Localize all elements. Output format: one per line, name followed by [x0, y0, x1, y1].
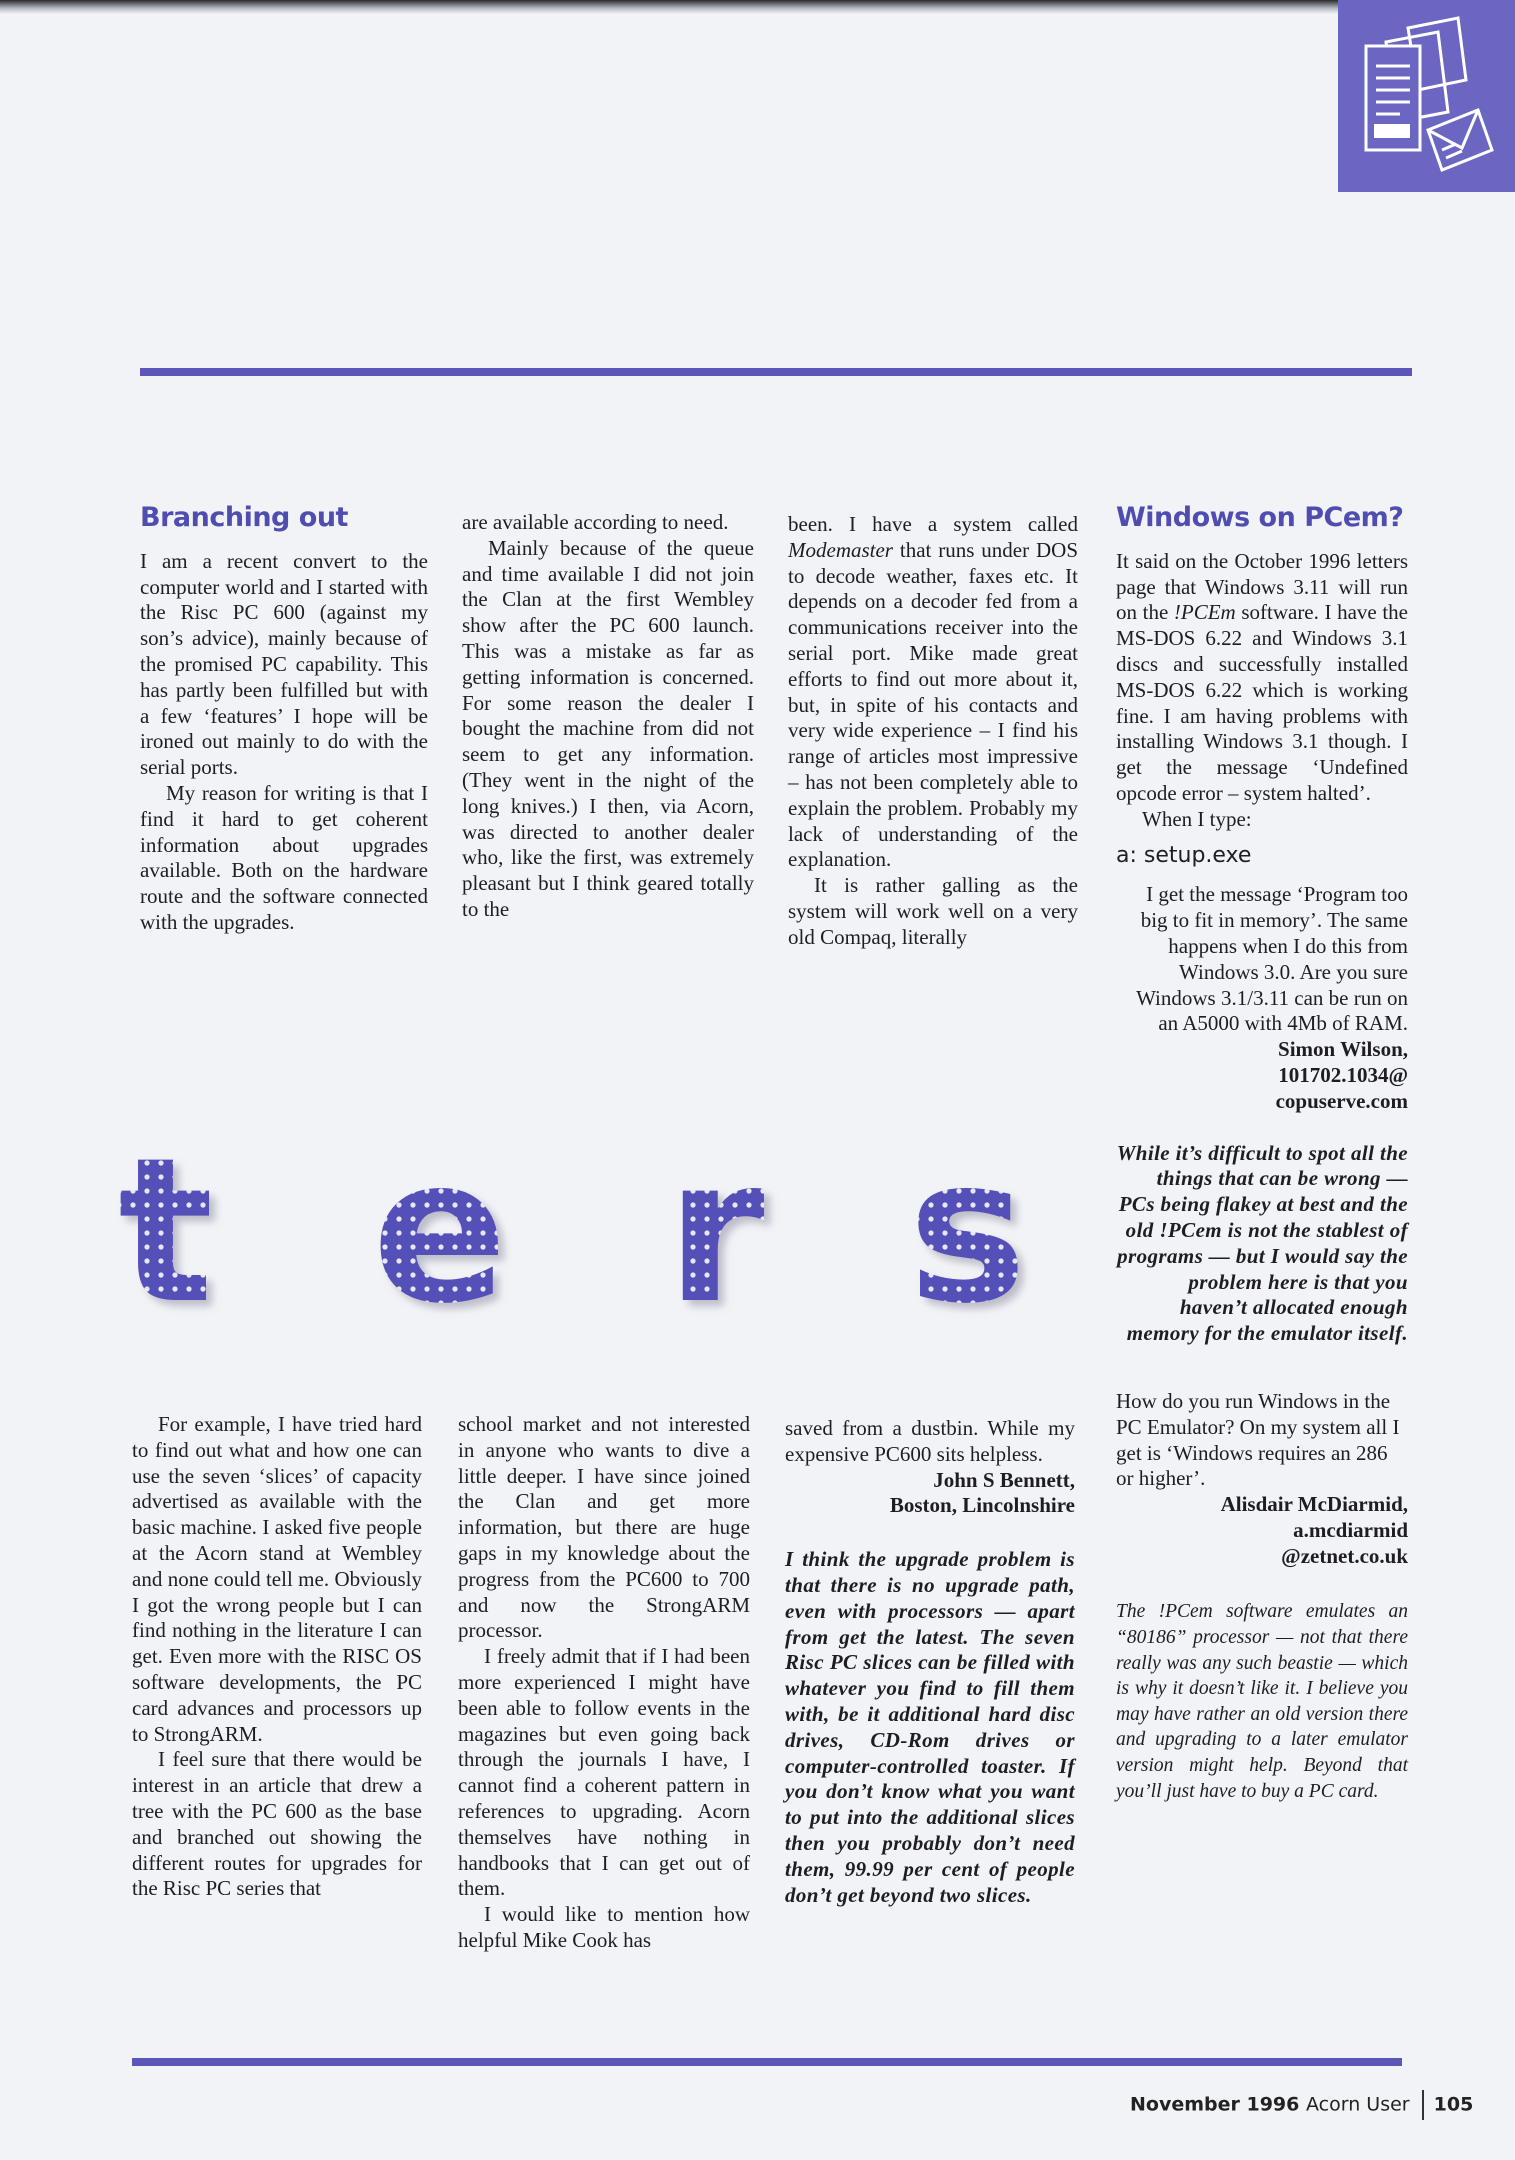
paragraph: I freely admit that if I had been more experienced I might have been able to follow events in the magazines but even going back through the journals I have, I cannot find a coherent pattern in references to upgrading. Acorn themselves have nothing in handbooks that I can get out of them. — [458, 1644, 750, 1901]
bottom-rule — [132, 2058, 1402, 2066]
signature-place: Boston, Lincolnshire — [889, 1493, 1075, 1518]
paragraph — [1116, 549, 1408, 807]
editor-reply: The !PCem software emulates an “80186” processor — not that there really was any such beastie — which is why it doesn’t like it. I believe you may have rather an old version there and upgrading to a later emulator version might help. Beyond that you’ll just have to buy a PC card. — [1116, 1601, 1408, 1802]
corner-tab — [1338, 0, 1515, 192]
signature-email: @zetnet.co.uk — [1281, 1543, 1408, 1568]
signature-email: a.mcdiarmid — [1293, 1517, 1408, 1542]
letter1-col2-bottom — [458, 1412, 750, 1954]
paragraph: are available according to need. — [462, 510, 729, 534]
letters-banner — [0, 1100, 1100, 1340]
banner-letter: s — [908, 1115, 1028, 1340]
software-name: Modemaster — [788, 537, 893, 562]
issue-date: November 1996 — [1130, 2093, 1300, 2116]
letter1-col3-top — [788, 512, 1078, 951]
documents-icon — [1338, 0, 1515, 192]
text-run: been. I have a system called — [788, 512, 1078, 536]
letter1-heading: Branching out — [140, 502, 348, 533]
paragraph: When I type: — [1142, 806, 1252, 831]
letter2-column — [1116, 502, 1409, 1804]
command-line: a: setup.exe — [1116, 842, 1252, 868]
text-run: that runs under DOS to decode weather, faxes etc. It depends on a decoder fed from a communications receiver into the serial port. Mike made great efforts to find out more about it, but, in spite of his contacts and very wide experience – I find his range of articles most impressive – has not been completely able to explain the problem. Probably my lack of understanding of the explanation. — [788, 537, 1078, 872]
banner-letter: r — [666, 1115, 765, 1340]
software-name: !PCEm — [1173, 600, 1236, 625]
signature-name: John S Bennett, — [933, 1467, 1075, 1492]
paragraph: I am a recent convert to the computer world and I started with the Risc PC 600 (against my son’s advice), mainly because of the promised PC capability. This has partly been fulfilled but with a few ‘features’ I hope will be ironed out mainly to do with the serial ports. — [140, 548, 428, 780]
letter1-col2-top — [462, 510, 754, 923]
signature-name: Simon Wilson, — [1278, 1037, 1408, 1062]
page-footer — [1130, 2090, 1473, 2120]
paragraph: I get the message ‘Program too big to fit in memory’. The same happens when I do this from Windows 3.0. Are you sure Windows 3.1/3.11 can be run on an A5000 with 4Mb of RAM. — [1136, 882, 1408, 1036]
letter1-col3-bottom — [785, 1416, 1075, 1908]
editor-reply: I think the upgrade problem is that there is no upgrade path, even with processors — apart from get the latest. The seven Risc PC slices can be filled with whatever you find to fill them with, be it additional hard disc drives, CD-Rom drives or computer-controlled toaster. If you don’t know what you want to put into the additional slices then you probably don’t need them, 99.99 per cent of people don’t get beyond two slices. — [785, 1547, 1075, 1907]
text-run: It said on the October 1996 letters page that Windows 3.11 will run on the — [1116, 548, 1408, 625]
editor-reply: While it’s difficult to spot all the things that can be wrong — PCs being flakey at best and the old !PCem is not the stablest of programs — but I would say the problem here is that you haven’t allocated enough memory for the emulator itself. — [1116, 1140, 1408, 1346]
paragraph: Mainly because of the queue and time available I did not join the Clan at the first Wembley show after the PC 600 launch. This was a mistake as far as getting information is concerned. For some reason the dealer I bought the machine from did not seem to get any information. (They went in the night of the long knives.) I then, via Acorn, was directed to another dealer who, like the first, was extremely pleasant but I think geared totally to the — [462, 535, 754, 921]
banner-letter: e — [372, 1115, 508, 1340]
letter1-col1-bottom — [132, 1412, 422, 1902]
magazine-name: Acorn User — [1306, 2093, 1410, 2116]
banner-letter: t — [118, 1115, 214, 1340]
signature-email: copuserve.com — [1275, 1088, 1408, 1113]
text-run: software. I have the MS-DOS 6.22 and Windows 3.1 discs and successfully installed MS-DOS 6.22 which is working fine. I am having problems with installing Windows 3.1 though. I get the message ‘Undefined opcode error – system halted’. — [1116, 600, 1409, 805]
footer-divider — [1422, 2090, 1424, 2120]
signature-name: Alisdair McDiarmid, — [1220, 1492, 1408, 1517]
paragraph — [788, 512, 1078, 873]
paragraph: I would like to mention how helpful Mike Cook has — [458, 1902, 750, 1952]
page-top-shadow — [0, 0, 1515, 14]
letter2-heading: Windows on PCem? — [1116, 502, 1404, 533]
signature-email: 101702.1034@ — [1278, 1062, 1408, 1087]
paragraph: How do you run Windows in the PC Emulator? On my system all I get is ‘Windows requires an 286 or higher’. — [1116, 1388, 1400, 1491]
page-number: 105 — [1433, 2093, 1474, 2116]
letter1-col1-top — [140, 502, 428, 936]
top-rule — [140, 368, 1412, 376]
paragraph: saved from a dustbin. While my expensive PC600 sits helpless. — [785, 1416, 1075, 1466]
paragraph: My reason for writing is that I find it hard to get coherent information about upgrades available. Both on the hardware route and the software connected with the upgrades. — [140, 780, 428, 934]
paragraph: school market and not interested in anyone who wants to dive a little deeper. I have since joined the Clan and get more information, but there are huge gaps in my knowledge about the progress from the PC600 to 700 and now the StrongARM processor. — [458, 1412, 750, 1643]
paragraph: It is rather galling as the system will work well on a very old Compaq, literally — [788, 873, 1078, 949]
paragraph: For example, I have tried hard to find out what and how one can use the seven ‘slices’ of capacity advertised as available with the basic machine. I asked five people at the Acorn stand at Wembley and none could tell me. Obviously I got the wrong people but I can find nothing in the literature I can get. Even more with the RISC OS software developments, the PC card advances and processors up to StrongARM. — [132, 1412, 422, 1746]
paragraph: I feel sure that there would be interest in an article that drew a tree with the PC 600 as the base and branched out showing the different routes for upgrades for the Risc PC series that — [132, 1747, 422, 1901]
